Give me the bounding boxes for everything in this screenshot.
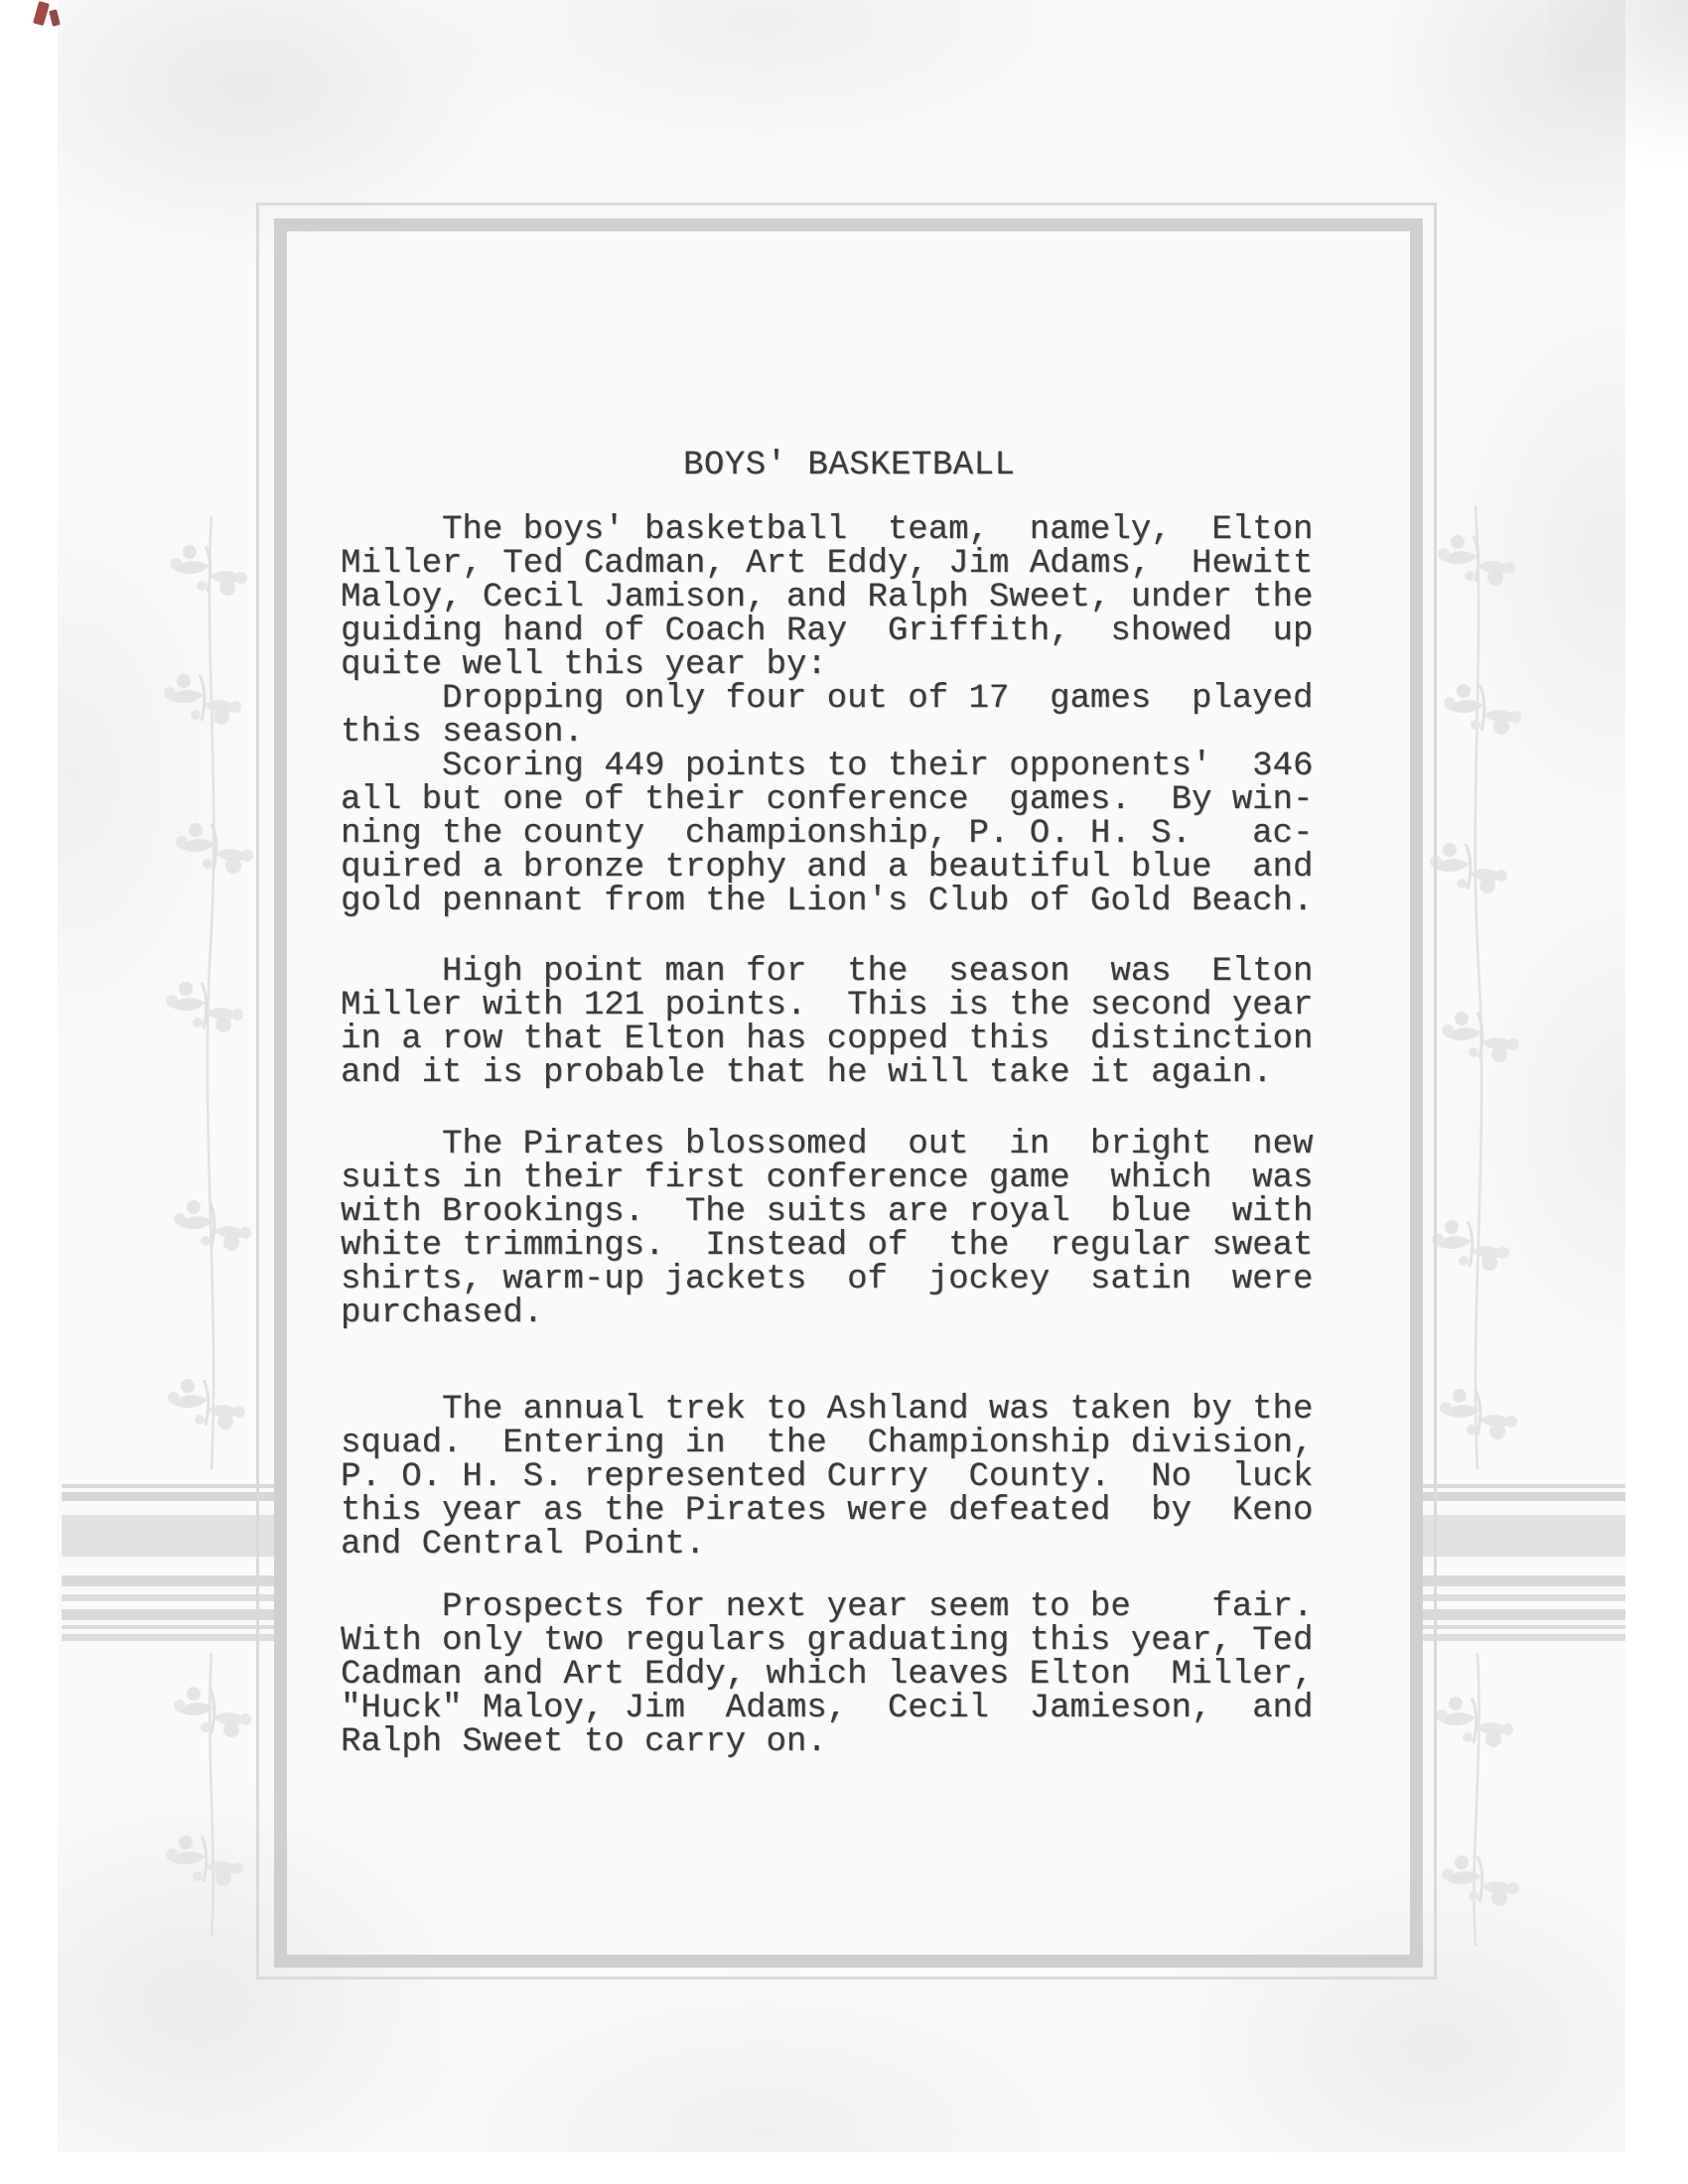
text-line: The boys' basketball team, namely, Elton — [341, 511, 1314, 549]
text-line: quired a bronze trophy and a beautiful blue and — [341, 849, 1314, 887]
text-line: ning the county championship, P. O. H. S. ac- — [341, 815, 1314, 853]
text-line: quite well this year by: — [341, 646, 827, 684]
text-line: in a row that Elton has copped this distinction — [341, 1021, 1314, 1058]
text-line: this season. — [341, 714, 584, 751]
text-line: guiding hand of Coach Ray Griffith, showed up — [341, 613, 1314, 650]
text-line: Miller with 121 points. This is the second year — [341, 987, 1314, 1024]
text-line: Dropping only four out of 17 games played — [341, 680, 1314, 718]
text-line: Cadman and Art Eddy, which leaves Elton Miller, — [341, 1656, 1314, 1694]
text-line: Ralph Sweet to carry on. — [341, 1723, 827, 1761]
text-line: With only two regulars graduating this year, Ted — [341, 1622, 1314, 1660]
text-line: and it is probable that he will take it again. — [341, 1054, 1273, 1092]
margin-stripes-right — [1423, 1477, 1626, 1646]
paragraph — [341, 1128, 1313, 1330]
text-line: this year as the Pirates were defeated by Keno — [341, 1492, 1314, 1530]
text-line: gold pennant from the Lion's Club of Gold Beach. — [341, 883, 1314, 920]
text-line: Miller, Ted Cadman, Art Eddy, Jim Adams, Hewitt — [341, 545, 1314, 583]
text-line: squad. Entering in the Championship division, — [341, 1425, 1314, 1462]
text-line: The annual trek to Ashland was taken by the — [341, 1391, 1314, 1429]
text-line: shirts, warm-up jackets of jockey satin were — [341, 1261, 1314, 1298]
text-line: white trimmings. Instead of the regular sweat — [341, 1227, 1314, 1265]
text-line: Scoring 449 points to their opponents' 346 — [341, 748, 1314, 785]
scan-edge-left — [0, 0, 58, 2184]
text-line: all but one of their conference games. By win- — [341, 781, 1314, 819]
margin-stripes-left — [62, 1477, 274, 1646]
paragraph — [341, 1590, 1313, 1759]
text-line: suits in their first conference game which was — [341, 1160, 1314, 1197]
text-line: and Central Point. — [341, 1526, 706, 1564]
article-title: BOYS' BASKETBALL — [683, 447, 1016, 484]
text-line: purchased. — [341, 1295, 544, 1332]
paragraph — [341, 955, 1313, 1090]
paragraph — [341, 1393, 1313, 1562]
red-ink-speck — [34, 2, 68, 42]
text-line: The Pirates blossomed out in bright new — [341, 1126, 1314, 1163]
paragraph — [341, 513, 1313, 918]
text-line: Maloy, Cecil Jamison, and Ralph Sweet, under the — [341, 579, 1314, 616]
scan-edge-bottom — [0, 2152, 1688, 2184]
text-line: Prospects for next year seem to be fair. — [341, 1588, 1314, 1626]
text-line: with Brookings. The suits are royal blue with — [341, 1193, 1314, 1231]
scan-edge-right — [1625, 0, 1688, 2184]
scan-shadow-top-right — [1549, 0, 1688, 278]
text-line: P. O. H. S. represented Curry County. No luck — [341, 1458, 1314, 1496]
text-line: High point man for the season was Elton — [341, 953, 1314, 991]
text-line: "Huck" Maloy, Jim Adams, Cecil Jamieson, and — [341, 1690, 1314, 1727]
